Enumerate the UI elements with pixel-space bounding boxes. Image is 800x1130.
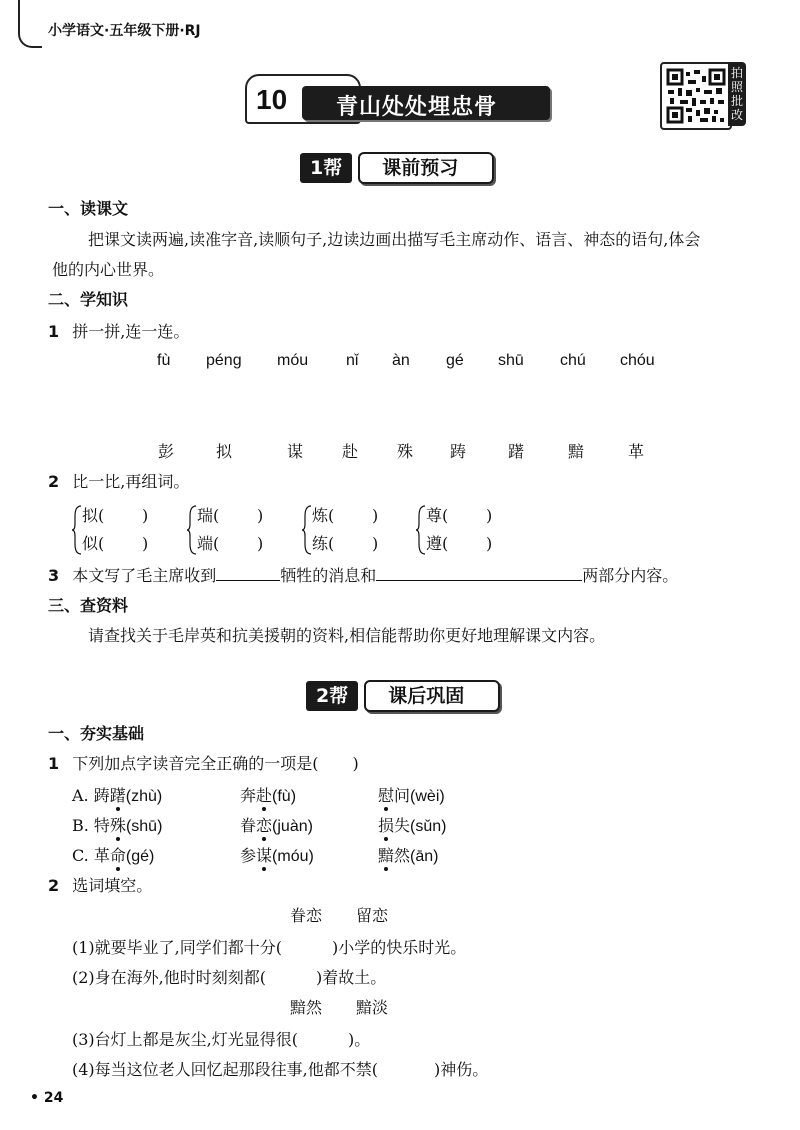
pinyin-item[interactable]: nǐ xyxy=(346,352,359,369)
read-text-instructions-line2: 他的内心世界。 xyxy=(52,260,165,279)
compare-word-b: 端( xyxy=(197,534,220,553)
character-item[interactable]: 革 xyxy=(628,442,645,461)
pinyin-item[interactable]: péng xyxy=(206,352,242,369)
compare-word-a: 拟( xyxy=(82,506,105,525)
fill-sentence-4: (4)每当这位老人回忆起那段往事,他都不禁( )神伤。 xyxy=(72,1060,489,1079)
lesson-title: 青山处处埋忠骨 xyxy=(336,95,498,120)
compare-word-b: 练( xyxy=(312,534,335,553)
compare-close: ) xyxy=(142,506,149,525)
pinyin-item[interactable]: gé xyxy=(446,352,464,369)
qr-code-icon[interactable] xyxy=(660,62,732,130)
option-b[interactable]: B. 特殊(shū) xyxy=(72,816,163,835)
compare-word-a: 尊( xyxy=(426,506,449,525)
question-number: 3 xyxy=(48,566,60,585)
pinyin-item[interactable]: àn xyxy=(392,352,410,369)
pinyin-item[interactable]: shū xyxy=(498,352,524,369)
character-item[interactable]: 黯 xyxy=(568,442,585,461)
compare-close: ) xyxy=(257,506,264,525)
compare-word-b: 遵( xyxy=(426,534,449,553)
question-number: 2 xyxy=(48,876,60,895)
option-b-word3: 损失(sǔn) xyxy=(378,816,447,835)
question-number: 2 xyxy=(48,472,60,491)
character-item[interactable]: 赴 xyxy=(342,442,359,461)
header-corner xyxy=(18,0,42,48)
question-text-part3: 两部分内容。 xyxy=(582,566,679,585)
book-header: 小学语文·五年级下册·RJ xyxy=(48,23,201,39)
compare-group xyxy=(416,502,516,558)
compare-word-a: 炼( xyxy=(312,506,335,525)
compare-close: ) xyxy=(257,534,264,553)
compare-close: ) xyxy=(486,534,493,553)
compare-close: ) xyxy=(486,506,493,525)
research-instructions: 请查找关于毛岸英和抗美援朝的资料,相信能帮助你更好地理解课文内容。 xyxy=(88,626,606,645)
question-text: 拼一拼,连一连。 xyxy=(72,322,190,341)
question-number: 1 xyxy=(48,322,60,341)
question-4 xyxy=(48,754,359,774)
compare-group xyxy=(72,502,172,558)
section-1-badge xyxy=(300,152,494,184)
option-a[interactable]: A. 踌躇(zhù) xyxy=(72,786,163,805)
option-c-word2: 参谋(móu) xyxy=(240,846,314,865)
qr-label-text: 拍照批改 xyxy=(731,66,744,122)
heading-research: 三、查资料 xyxy=(48,596,129,615)
pinyin-item[interactable]: chóu xyxy=(620,352,655,369)
compare-close: ) xyxy=(372,506,379,525)
character-item[interactable]: 拟 xyxy=(216,442,233,461)
option-b-word2: 眷恋(juàn) xyxy=(240,816,313,835)
section-2-badge xyxy=(306,680,500,712)
word-choice: 黯然 xyxy=(290,998,323,1017)
question-text: 比一比,再组词。 xyxy=(72,472,190,491)
section-1-tag: 1帮 xyxy=(300,153,352,183)
lesson-number: 10 xyxy=(256,84,288,115)
option-a-word3: 慰问(wèi) xyxy=(378,786,445,805)
question-1 xyxy=(48,322,189,342)
option-a-word2: 奔赴(fù) xyxy=(240,786,297,805)
question-text-part1: 本文写了毛主席收到 xyxy=(72,566,217,585)
character-item[interactable]: 踌 xyxy=(450,442,467,461)
character-item[interactable]: 殊 xyxy=(397,442,414,461)
word-choice: 黯淡 xyxy=(356,998,389,1017)
compare-group xyxy=(302,502,402,558)
fill-sentence-3: (3)台灯上都是灰尘,灯光显得很( )。 xyxy=(72,1030,371,1049)
question-3 xyxy=(48,566,678,586)
fill-sentence-1: (1)就要毕业了,同学们都十分( )小学的快乐时光。 xyxy=(72,938,467,957)
section-2-name: 课后巩固 xyxy=(364,680,500,712)
heading-basics: 一、夯实基础 xyxy=(48,724,145,743)
heading-learn-knowledge: 二、学知识 xyxy=(48,290,129,309)
section-1-name: 课前预习 xyxy=(358,152,494,184)
word-choice: 留恋 xyxy=(356,906,389,925)
heading-read-text: 一、读课文 xyxy=(48,199,129,218)
character-item[interactable]: 彭 xyxy=(158,442,175,461)
pinyin-item[interactable]: móu xyxy=(277,352,309,369)
compare-word-a: 瑞( xyxy=(197,506,220,525)
answer-blank[interactable] xyxy=(376,566,582,581)
question-close: ) xyxy=(352,754,359,773)
fill-sentence-2: (2)身在海外,他时时刻刻都( )着故土。 xyxy=(72,968,387,987)
compare-close: ) xyxy=(142,534,149,553)
word-choice: 眷恋 xyxy=(290,906,323,925)
compare-group xyxy=(187,502,287,558)
character-item[interactable]: 谋 xyxy=(287,442,304,461)
compare-word-b: 似( xyxy=(82,534,105,553)
question-number: 1 xyxy=(48,754,60,773)
question-5 xyxy=(48,876,152,896)
pinyin-item[interactable]: fù xyxy=(157,352,171,369)
question-2 xyxy=(48,472,189,492)
page-number: • 24 xyxy=(30,1090,64,1106)
option-c-word3: 黯然(ān) xyxy=(378,846,439,865)
option-c[interactable]: C. 革命(gé) xyxy=(72,846,155,865)
compare-close: ) xyxy=(372,534,379,553)
question-text-part2: 牺牲的消息和 xyxy=(280,566,377,585)
question-text: 下列加点字读音完全正确的一项是( xyxy=(72,754,319,773)
character-item[interactable]: 躇 xyxy=(508,442,525,461)
pinyin-item[interactable]: chú xyxy=(560,352,586,369)
question-text: 选词填空。 xyxy=(72,876,153,895)
answer-blank[interactable] xyxy=(216,566,280,581)
read-text-instructions-line1: 把课文读两遍,读准字音,读顺句子,边读边画出描写毛主席动作、语言、神态的语句,体会 xyxy=(88,230,701,249)
section-2-tag: 2帮 xyxy=(306,681,358,711)
